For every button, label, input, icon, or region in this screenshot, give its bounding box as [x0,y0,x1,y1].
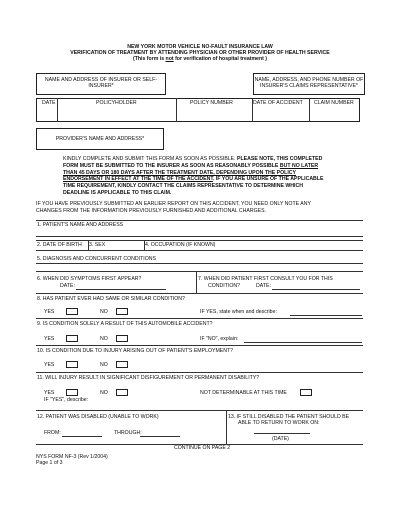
form-subtitle: VERIFICATION OF TREATMENT BY ATTENDING PHYSICIAN OR OTHER PROVIDER OF HEALTH SERVICE [70,50,330,56]
item-8-no-label: NO [100,309,108,315]
instructions: KINDLY COMPLETE AND SUBMIT THIS FORM AS SOON AS POSSIBLE. PLEASE NOTE, THIS COMPLETED FORM MUST BE SUBMITTED TO THE INSURER AS SOON AS REASONABLY POSSIBLE BUT NO LATER THAN 45 DAYS OR 180 DAYS AFTER THE TREATMENT DATE, DEPENDING UPON THE POLICY ENDORSEMENT IN EFFECT AT THE TIME OF THE ACCIDENT. IF YOU ARE UNSURE OF THE APPLICABLE TIME REQUIREMENT, KINDLY CONTACT THE CLAIMS REPRESENTATIVE TO DETERMINE WHICH DEADLINE IS APPLICABLE TO THIS CLAIM. [63,156,324,196]
item-8-describe[interactable]: IF YES, state when and describe: [200,309,277,315]
insurer-label-1: NAME AND ADDRESS OF INSURER OR SELF- [44,77,158,83]
item-2-date-of-birth[interactable]: 2. DATE OF BIRTH [37,242,82,248]
item-9-yes-label: YES [44,336,55,342]
item-7-first-consult[interactable]: 7. WHEN DID PATIENT FIRST CONSULT YOU FOR THIS [198,276,333,282]
item-11-not-determinable-label: NOT DETERMINABLE AT THIS TIME [200,390,287,396]
item-12-disabled: 12. PATIENT WAS DISABLED (UNABLE TO WORK) [37,414,159,420]
item-10-yes-label: YES [44,362,55,368]
item-12-from-label: FROM: [44,430,61,436]
item-8-similar-condition: 8. HAS PATIENT EVER HAD SAME OR SIMILAR CONDITION? [37,296,185,302]
date-field-label[interactable]: DATE [42,100,56,106]
policy-number-field-label[interactable]: POLICY NUMBER [190,100,233,106]
item-12-through-label: THROUGH: [114,430,142,436]
item-11-no-checkbox[interactable] [116,389,128,396]
item-11-not-determinable-checkbox[interactable] [300,389,312,396]
form-note-post: for verification of hospital treatment ) [173,56,268,62]
form-note-not: not [165,56,174,62]
form-note [0,56,400,62]
item-9-no-label: NO [100,336,108,342]
item-4-occupation[interactable]: 4. OCCUPATION (IF KNOWN) [145,242,216,248]
item-5-diagnosis[interactable]: 5. DIAGNOSIS AND CONCURRENT CONDITIONS [37,256,156,262]
form-title: NEW YORK MOTOR VEHICLE NO-FAULT INSURANCE LAW [127,44,273,50]
policyholder-field-label[interactable]: POLICYHOLDER [96,100,137,106]
provider-box[interactable] [36,128,164,150]
item-13-return-to-work: 13. IF STILL DISABLED THE PATIENT SHOULD BE [228,414,350,420]
item-11-disfigurement: 11. WILL INJURY RESULT IN SIGNIFICANT DISFIGUREMENT OR PERMANENT DISABILITY? [37,375,260,381]
claims-rep-label-2: INSURER'S CLAIMS REPRESENTATIVE* [260,83,358,90]
claims-rep-box[interactable] [253,73,365,95]
form-number: NYS FORM NF-3 (Rev 1/2004) [36,454,108,460]
item-9-yes-checkbox[interactable] [66,335,78,342]
item-1-patient-name[interactable]: 1. PATIENT'S NAME AND ADDRESS [37,222,124,228]
item-10-employment: 10. IS CONDITION DUE TO INJURY ARISING OUT OF PATIENT'S EMPLOYMENT? [37,348,234,354]
item-9-explain[interactable]: IF "NO", explain: [200,336,239,342]
accident-date-field-label[interactable]: DATE OF ACCIDENT [253,100,303,106]
insurer-label-2: INSURER* [88,83,114,90]
item-11-no-label: NO [100,390,108,396]
item-10-no-label: NO [100,362,108,368]
item-7-date-label: DATE: [256,283,271,289]
item-6-symptoms[interactable]: 6. WHEN DID SYMPTOMS FIRST APPEAR? [37,276,142,282]
item-3-sex[interactable]: 3. SEX [89,242,106,248]
item-9-no-checkbox[interactable] [116,335,128,342]
item-10-yes-checkbox[interactable] [66,361,78,368]
claim-number-field-label[interactable]: CLAIM NUMBER [314,100,354,106]
continue-note: CONTINUE ON PAGE 2 [174,445,231,451]
item-11-yes-checkbox[interactable] [66,389,78,396]
item-8-yes-label: YES [44,309,55,315]
item-11-describe[interactable]: IF "YES", describe: [44,397,89,403]
item-11-yes-label: YES [44,390,55,396]
form-note-pre: (This form is [132,56,166,62]
item-13-date-label[interactable]: (DATE) [272,436,289,442]
page-number: Page 1 of 3 [36,460,63,466]
item-8-yes-checkbox[interactable] [66,308,78,315]
item-7-condition: CONDITION? [208,283,240,289]
item-8-no-checkbox[interactable] [116,308,128,315]
provider-label: PROVIDER'S NAME AND ADDRESS* [55,136,145,142]
item-6-date-label: DATE: [60,283,75,289]
earlier-report-note: IF YOU HAVE PREVIOUSLY SUBMITTED AN EARLIER REPORT ON THIS ACCIDENT, YOU NEED ONLY NOTE ANY CHANGES FROM THE INFORMATION PREVIOUSLY FURNISHED AND ADDITIONAL CHARGES. [36,201,311,214]
item-13-return-to-work-2: ABLE TO RETURN TO WORK ON: [238,420,320,426]
claims-rep-label-1: NAME, ADDRESS, AND PHONE NUMBER OF [254,77,364,83]
item-9-solely-result: 9. IS CONDITION SOLELY A RESULT OF THIS AUTOMOBILE ACCIDENT? [37,321,213,327]
insurer-box[interactable] [36,73,166,95]
item-10-no-checkbox[interactable] [116,361,128,368]
